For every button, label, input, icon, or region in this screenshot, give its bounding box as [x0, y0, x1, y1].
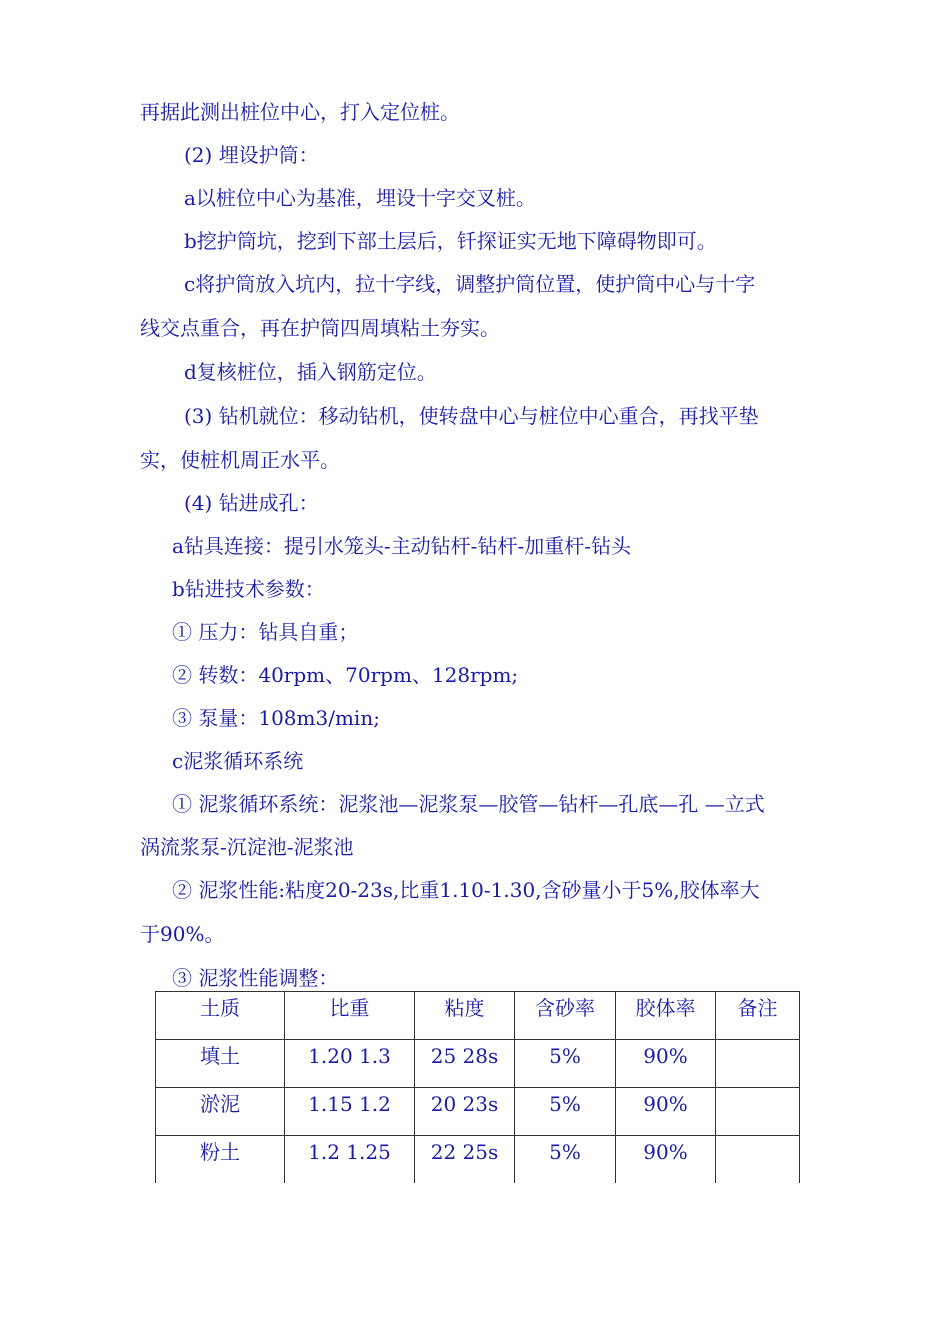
table-cell — [716, 1136, 800, 1184]
table-cell: 90% — [616, 1088, 716, 1136]
table-cell: 90% — [616, 1136, 716, 1184]
mud-properties-continued: 于90%。 — [140, 922, 225, 946]
step-a: a以桩位中心为基准，埋设十字交叉桩。 — [184, 186, 536, 210]
header-specific-gravity: 比重 — [285, 992, 415, 1040]
paragraph-line: 再据此测出桩位中心，打入定位桩。 — [140, 100, 460, 124]
table-cell: 淤泥 — [156, 1088, 285, 1136]
mud-properties: ② 泥浆性能:粘度20-23s,比重1.10-1.30,含砂量小于5%,胶体率大 — [172, 878, 760, 902]
table-cell: 1.2 1.25 — [285, 1136, 415, 1184]
table-cell: 20 23s — [415, 1088, 515, 1136]
table-cell: 22 25s — [415, 1136, 515, 1184]
step-d: d复核桩位，插入钢筋定位。 — [184, 360, 437, 384]
parameter-pressure: ① 压力：钻具自重； — [172, 620, 359, 644]
drill-parameters-heading: b钻进技术参数： — [172, 577, 325, 601]
mud-adjustment-heading: ③ 泥浆性能调整： — [172, 966, 339, 990]
table-row — [156, 1136, 800, 1184]
parameter-rotation: ② 转数：40rpm、70rpm、128rpm; — [172, 663, 519, 687]
header-colloid-rate: 胶体率 — [616, 992, 716, 1040]
drill-connection: a钻具连接：提引水笼头-主动钻杆-钻杆-加重杆-钻头 — [172, 534, 631, 558]
table-cell: 5% — [515, 1136, 616, 1184]
section-heading-2: (2) 埋设护筒： — [184, 143, 319, 167]
header-soil: 土质 — [156, 992, 285, 1040]
table-cell: 1.15 1.2 — [285, 1088, 415, 1136]
header-viscosity: 粘度 — [415, 992, 515, 1040]
table-cell: 1.20 1.3 — [285, 1040, 415, 1088]
table-header-row — [156, 992, 800, 1040]
mud-system-heading: c泥浆循环系统 — [172, 749, 304, 773]
table-cell: 25 28s — [415, 1040, 515, 1088]
table-cell — [716, 1040, 800, 1088]
mud-circulation: ① 泥浆循环系统：泥浆池—泥浆泵—胶管—钻杆—孔底—孔 —立式 — [172, 792, 765, 816]
table-cell — [716, 1088, 800, 1136]
table-cell: 5% — [515, 1040, 616, 1088]
table-cell: 5% — [515, 1088, 616, 1136]
table-cell: 90% — [616, 1040, 716, 1088]
mud-circulation-continued: 涡流浆泵-沉淀池-泥浆池 — [140, 835, 354, 859]
header-remarks: 备注 — [716, 992, 800, 1040]
step-b: b挖护筒坑，挖到下部土层后，钎探证实无地下障碍物即可。 — [184, 229, 717, 253]
table-row — [156, 1088, 800, 1136]
section-3-continued: 实，使桩机周正水平。 — [140, 448, 340, 472]
table-row — [156, 1040, 800, 1088]
section-heading-4: (4) 钻进成孔： — [184, 491, 319, 515]
header-sand-content: 含砂率 — [515, 992, 616, 1040]
table-cell: 粉土 — [156, 1136, 285, 1184]
mud-properties-table — [155, 991, 800, 1183]
step-c-continued: 线交点重合，再在护筒四周填粘土夯实。 — [140, 316, 500, 340]
step-c: c将护筒放入坑内，拉十字线，调整护筒位置，使护筒中心与十字 — [184, 272, 756, 296]
parameter-pump: ③ 泵量：108m3/min; — [172, 706, 380, 730]
section-heading-3: (3) 钻机就位：移动钻机，使转盘中心与桩位中心重合，再找平垫 — [184, 404, 759, 428]
table-cell: 填土 — [156, 1040, 285, 1088]
